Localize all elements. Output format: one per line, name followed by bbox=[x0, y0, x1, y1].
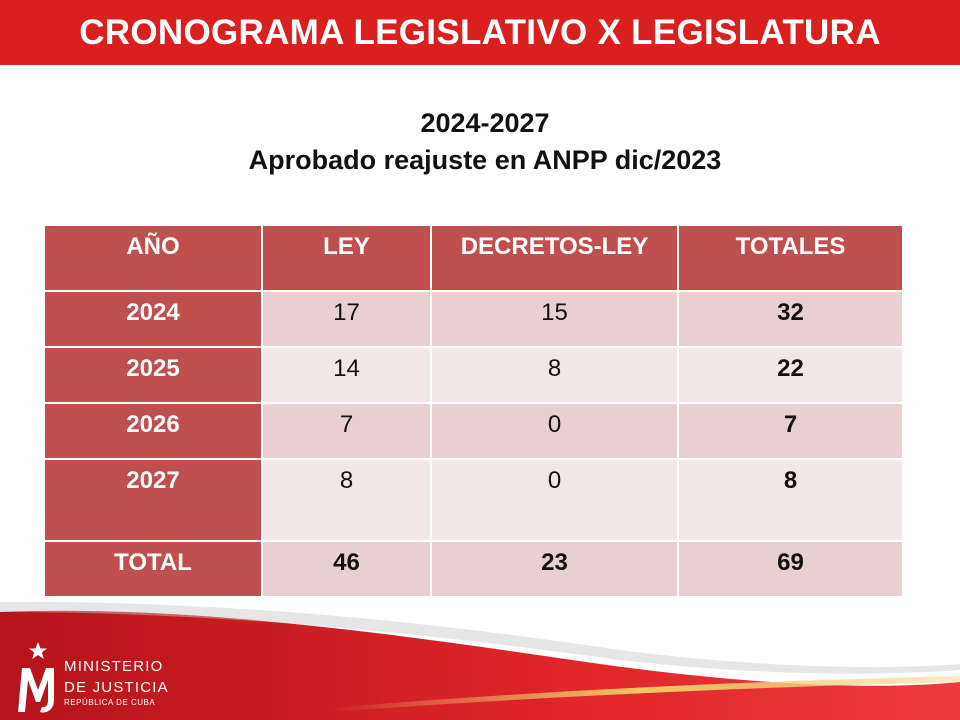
row-year: 2025 bbox=[44, 347, 262, 403]
row-year: 2026 bbox=[44, 403, 262, 459]
mj-monogram-icon bbox=[10, 640, 66, 718]
ministerio-logo bbox=[10, 640, 170, 718]
subtitle-period: 2024-2027 bbox=[420, 108, 550, 138]
row-ley: 7 bbox=[262, 403, 431, 459]
row-decretos-ley: 8 bbox=[431, 347, 678, 403]
subtitle-block bbox=[0, 105, 960, 179]
header-decretos-ley: DECRETOS-LEY bbox=[431, 225, 678, 291]
total-label: TOTAL bbox=[44, 541, 262, 597]
subtitle-note: Aprobado reajuste en ANPP dic/2023 bbox=[248, 145, 722, 175]
table-total-row bbox=[44, 541, 903, 597]
row-total: 8 bbox=[678, 459, 903, 541]
legislative-schedule-table bbox=[43, 224, 904, 598]
header-ley: LEY bbox=[262, 225, 431, 291]
row-total: 22 bbox=[678, 347, 903, 403]
row-ley: 14 bbox=[262, 347, 431, 403]
total-totales: 69 bbox=[678, 541, 903, 597]
row-decretos-ley: 0 bbox=[431, 459, 678, 541]
table-row bbox=[44, 291, 903, 347]
table-row bbox=[44, 403, 903, 459]
row-total: 32 bbox=[678, 291, 903, 347]
row-year: 2027 bbox=[44, 459, 262, 541]
logo-wordmark bbox=[64, 656, 169, 698]
row-year: 2024 bbox=[44, 291, 262, 347]
logo-line-ministerio: MINISTERIO bbox=[64, 658, 164, 675]
page-title: CRONOGRAMA LEGISLATIVO X LEGISLATURA bbox=[79, 12, 881, 52]
logo-country: REPÚBLICA DE CUBA bbox=[64, 698, 156, 707]
logo-line-justicia: DE JUSTICIA bbox=[64, 679, 169, 696]
header-year: AÑO bbox=[44, 225, 262, 291]
table-header-row bbox=[44, 225, 903, 291]
title-bar bbox=[0, 0, 960, 65]
table-row bbox=[44, 459, 903, 541]
table-row bbox=[44, 347, 903, 403]
row-decretos-ley: 0 bbox=[431, 403, 678, 459]
row-ley: 8 bbox=[262, 459, 431, 541]
header-totales: TOTALES bbox=[678, 225, 903, 291]
row-ley: 17 bbox=[262, 291, 431, 347]
total-ley: 46 bbox=[262, 541, 431, 597]
row-decretos-ley: 15 bbox=[431, 291, 678, 347]
total-decretos-ley: 23 bbox=[431, 541, 678, 597]
row-total: 7 bbox=[678, 403, 903, 459]
